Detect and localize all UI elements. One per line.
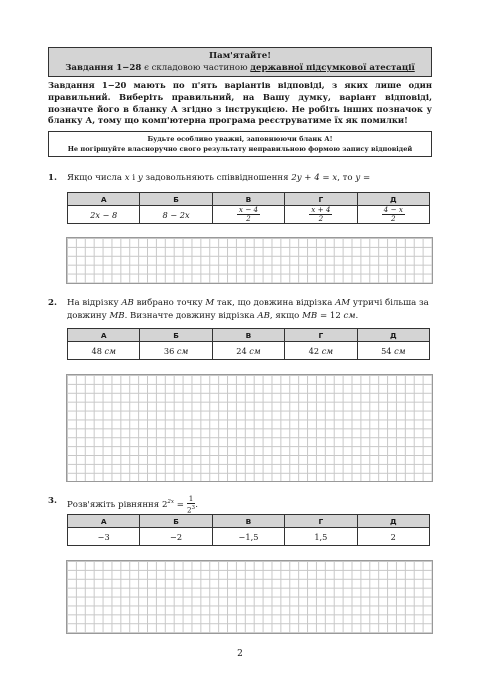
option-value: $\frac{x + 4}{2}$: [285, 206, 357, 224]
question-number: 1.: [48, 173, 57, 183]
option-header: Д: [357, 329, 429, 342]
option-header: А: [68, 515, 140, 528]
option-header: В: [212, 193, 284, 206]
option-value: −2: [140, 528, 212, 546]
option-value: 42 см: [285, 342, 357, 360]
draft-grid-2[interactable]: [66, 374, 433, 482]
instructions: Завдання 1−20 мають по п'ять варіантів відповіді, з яких лише один правильний. Виберіть правильний, на Вашу думку, варіант відповіді, позначте його в бланку А згідно з інструкцією. Не робіть інших позначок у бланку А, тому що комп'ютерна програма реєструватиме їх як помилки!: [48, 80, 432, 126]
warning-line-2: Не погіршуйте власноручно свого результату неправильною формою запису відповідей: [67, 145, 413, 153]
warning-line-1: Будьте особливо уважні, заповнюючи бланк А!: [147, 135, 333, 143]
question-text: Розв'яжіть рівняння $2^{2x}$ = $\frac{1}{2^3}$ .: [67, 494, 198, 515]
option-value: 2: [357, 528, 429, 546]
question-text: Якщо числа x і y задовольняють співвідношення 2y + 4 = x, то y =: [67, 173, 371, 183]
option-value: −1,5: [212, 528, 284, 546]
option-header: Б: [140, 329, 212, 342]
option-header: Б: [140, 193, 212, 206]
notice-title: Пам'ятайте!: [209, 51, 271, 61]
option-value: 24 см: [212, 342, 284, 360]
question-number: 2.: [48, 298, 57, 308]
option-value: $\frac{x - 4}{2}$: [212, 206, 284, 224]
answer-table-2: [67, 328, 430, 360]
option-header: В: [212, 329, 284, 342]
option-value: 36 см: [140, 342, 212, 360]
option-value: 1,5: [285, 528, 357, 546]
warning-box: [48, 131, 432, 157]
option-header: Г: [285, 193, 357, 206]
question-3: [48, 495, 432, 514]
option-value: $\frac{4 - x}{2}$: [357, 206, 429, 224]
answer-table-1: [67, 192, 430, 224]
option-header: Д: [357, 515, 429, 528]
option-header: А: [68, 329, 140, 342]
draft-grid-1[interactable]: [66, 237, 433, 284]
question-number: 3.: [48, 496, 57, 506]
option-header: Б: [140, 515, 212, 528]
option-header: Д: [357, 193, 429, 206]
option-value: 8 − 2x: [140, 206, 212, 224]
option-value: 2x − 8: [68, 206, 140, 224]
answer-table-3: [67, 514, 430, 546]
question-text: На відрізку AB вибрано точку M так, що довжина відрізка AM утричі більша за довжину MB. Визначте довжину відрізка AB, якщо MB = 12 см.: [67, 298, 429, 321]
option-header: Г: [285, 329, 357, 342]
question-1: [48, 172, 432, 185]
equation: $2^{2x}$ = $\frac{1}{2^3}$ .: [161, 494, 198, 515]
notice-box: [48, 47, 432, 77]
option-value: −3: [68, 528, 140, 546]
notice-text: Завдання 1−28 є складовою частиною державної підсумкової атестації: [65, 63, 415, 73]
option-header: А: [68, 193, 140, 206]
page-number: 2: [237, 649, 243, 659]
option-header: Г: [285, 515, 357, 528]
question-2: [48, 297, 432, 322]
option-value: 48 см: [68, 342, 140, 360]
draft-grid-3[interactable]: [66, 560, 433, 634]
option-value: 54 см: [357, 342, 429, 360]
option-header: В: [212, 515, 284, 528]
